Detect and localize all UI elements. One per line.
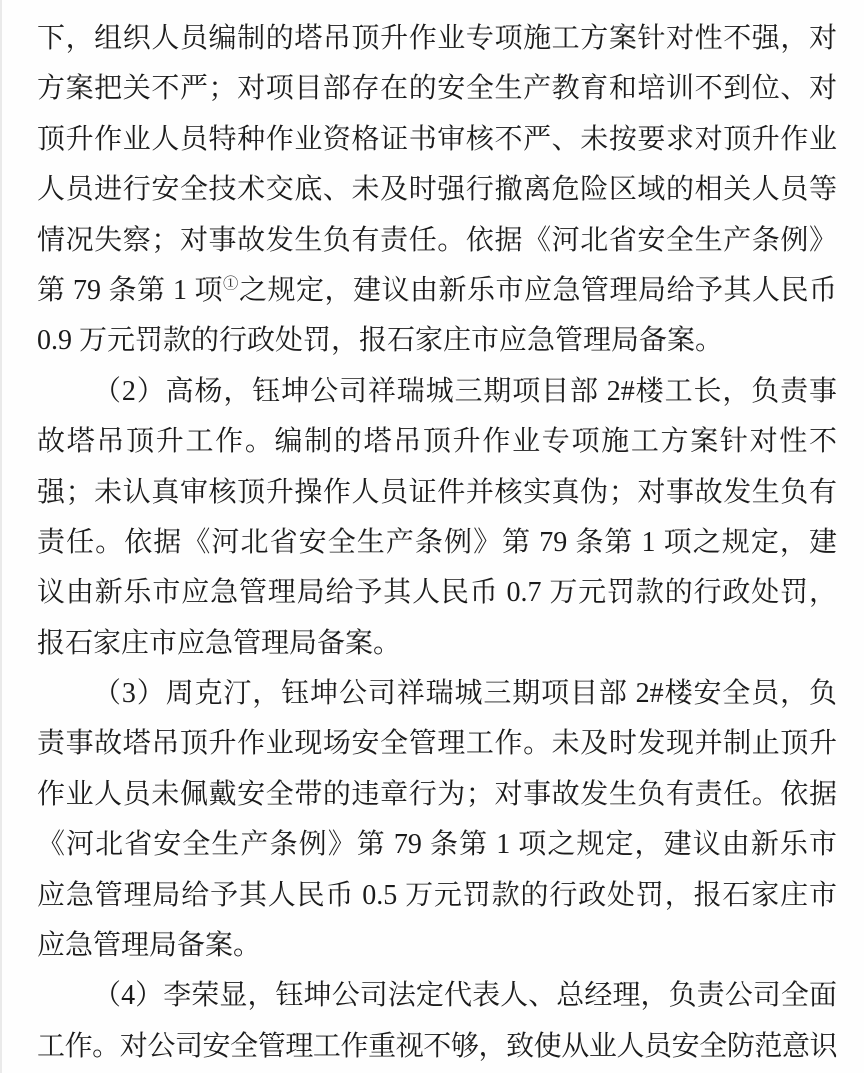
scan-edge-artifact bbox=[0, 0, 2, 1073]
text-line: 责事故塔吊顶升作业现场安全管理工作。未及时发现并制止顶升 bbox=[37, 728, 837, 760]
footnote-marker: ① bbox=[223, 275, 239, 293]
text-line-paragraph-end: 应急管理局备案。 bbox=[37, 930, 262, 962]
line-text: 第 79 条第 1 项 bbox=[37, 274, 224, 306]
text-line: 责任。依据《河北省安全生产条例》第 79 条第 1 项之规定，建 bbox=[37, 526, 837, 558]
text-line: 应急管理局给予其人民币 0.5 万元罚款的行政处罚，报石家庄市 bbox=[37, 879, 837, 911]
text-line: 工作。对公司安全管理工作重视不够，致使从业人员安全防范意识 bbox=[37, 1030, 837, 1062]
text-line: 故塔吊顶升工作。编制的塔吊顶升作业专项施工方案针对性不 bbox=[37, 426, 837, 458]
text-line-paragraph-end: 报石家庄市应急管理局备案。 bbox=[37, 627, 402, 659]
document-text-block bbox=[37, 14, 837, 1072]
text-line: 方案把关不严；对项目部存在的安全生产教育和培训不到位、对 bbox=[37, 73, 837, 105]
text-line-with-footnote bbox=[37, 266, 837, 316]
line-text: 之规定，建议由新乐市应急管理局给予其人民币 bbox=[238, 274, 837, 306]
text-line: 下，组织人员编制的塔吊顶升作业专项施工方案针对性不强，对 bbox=[37, 23, 837, 54]
text-line: 议由新乐市应急管理局给予其人民币 0.7 万元罚款的行政处罚， bbox=[37, 577, 837, 609]
text-line: 顶升作业人员特种作业资格证书审核不严、未按要求对顶升作业 bbox=[37, 123, 837, 155]
text-line-paragraph-end: 0.9 万元罚款的行政处罚，报石家庄市应急管理局备案。 bbox=[37, 325, 724, 357]
text-line: 《河北省安全生产条例》第 79 条第 1 项之规定，建议由新乐市 bbox=[37, 829, 837, 861]
text-line-paragraph-start: （2）高杨，钰坤公司祥瑞城三期项目部 2#楼工长，负责事 bbox=[93, 375, 837, 407]
text-line-paragraph-start: （3）周克汀，钰坤公司祥瑞城三期项目部 2#楼安全员，负 bbox=[93, 678, 837, 710]
text-line: 情况失察；对事故发生负有责任。依据《河北省安全生产条例》 bbox=[37, 224, 837, 256]
text-line: 强；未认真审核顶升操作人员证件并核实真伪；对事故发生负有 bbox=[37, 476, 837, 508]
text-line: 作业人员未佩戴安全带的违章行为；对事故发生负有责任。依据 bbox=[37, 778, 837, 810]
text-line-paragraph-start: （4）李荣显，钰坤公司法定代表人、总经理，负责公司全面 bbox=[93, 980, 837, 1012]
text-line: 人员进行安全技术交底、未及时强行撤离危险区域的相关人员等 bbox=[37, 174, 837, 206]
